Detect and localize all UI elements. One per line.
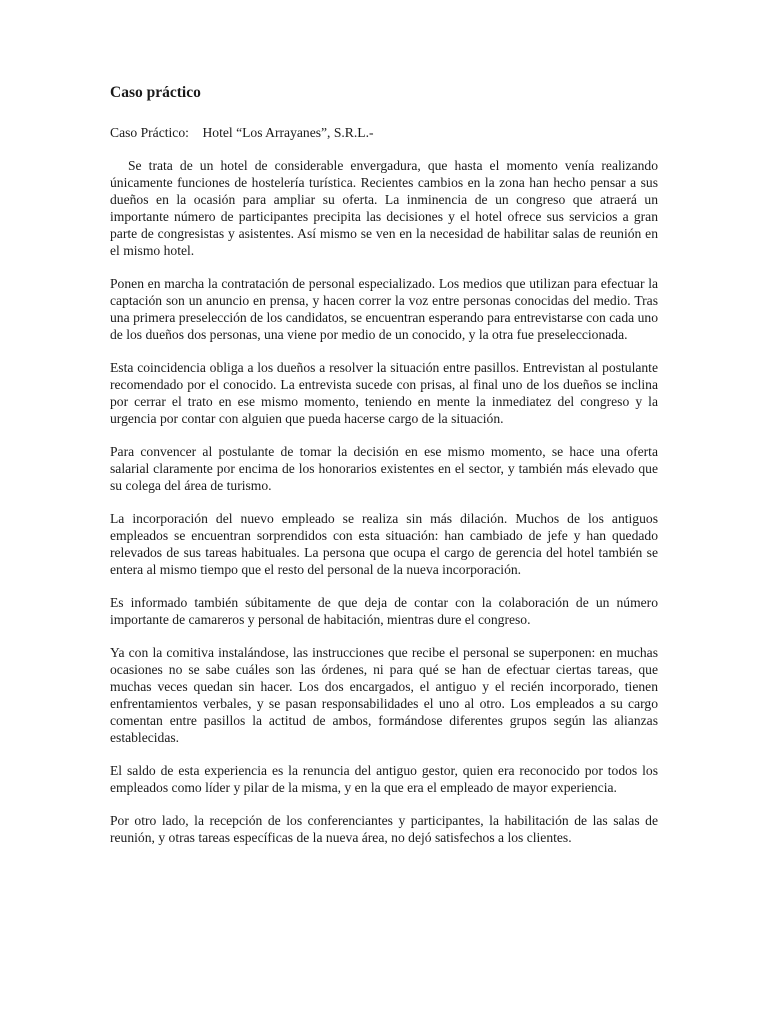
case-subtitle: Caso Práctico: Hotel “Los Arrayanes”, S.R.L.- bbox=[110, 125, 374, 140]
document-title: Caso práctico bbox=[110, 84, 201, 101]
paragraph-6: Es informado también súbitamente de que deja de contar con la colaboración de un número importante de camareros y personal de habitación, mientras dure el congreso. bbox=[110, 595, 658, 627]
paragraph-7: Ya con la comitiva instalándose, las instrucciones que recibe el personal se superponen: en muchas ocasiones no se sabe cuáles son las órdenes, ni para qué se han de efectuar ciertas tareas, que muchas veces quedan sin hacer. Los dos encargados, el antiguo y el recién incorporado, tienen enfrentamientos verbales, y se pasan responsabilidades el uno al otro. Los empleados a su cargo comentan entre pasillos la actitud de ambos, formándose diferentes grupos según las alianzas establecidas. bbox=[110, 645, 658, 745]
paragraph-2: Ponen en marcha la contratación de personal especializado. Los medios que utilizan para efectuar la captación son un anuncio en prensa, y hacen correr la voz entre personas conocidas del medio. Tras una primera preselección de los candidatos, se encuentran esperando para entrevistarse con cada uno de los dueños dos personas, una viene por medio de un conocido, y la otra fue preseleccionada. bbox=[110, 276, 658, 342]
paragraph-3: Esta coincidencia obliga a los dueños a resolver la situación entre pasillos. Entrevistan al postulante recomendado por el conocido. La entrevista sucede con prisas, al final uno de los dueños se inclina por cerrar el trato en ese mismo momento, teniendo en mente la inmediatez del congreso y la urgencia por contar con alguien que pueda hacerse cargo de la situación. bbox=[110, 360, 658, 426]
paragraph-8: El saldo de esta experiencia es la renuncia del antiguo gestor, quien era reconocido por todos los empleados como líder y pilar de la misma, y en la que era el empleado de mayor experiencia. bbox=[110, 763, 658, 795]
paragraph-4: Para convencer al postulante de tomar la decisión en ese mismo momento, se hace una oferta salarial claramente por encima de los honorarios existentes en el sector, y también más elevado que su colega del área de turismo. bbox=[110, 444, 658, 493]
paragraph-5: La incorporación del nuevo empleado se realiza sin más dilación. Muchos de los antiguos empleados se encuentran sorprendidos con esta situación: han cambiado de jefe y han quedado relevados de sus tareas habituales. La persona que ocupa el cargo de gerencia del hotel también se entera al mismo tiempo que el resto del personal de la nueva incorporación. bbox=[110, 511, 658, 577]
document-page bbox=[110, 84, 658, 862]
paragraph-9: Por otro lado, la recepción de los conferenciantes y participantes, la habilitación de las salas de reunión, y otras tareas específicas de la nueva área, no dejó satisfechos a los clientes. bbox=[110, 813, 658, 845]
paragraph-1: Se trata de un hotel de considerable envergadura, que hasta el momento venía realizando únicamente funciones de hostelería turística. Recientes cambios en la zona han hecho pensar a sus dueños en la ocasión para ampliar su oferta. La inminencia de un congreso que atraerá un importante número de participantes precipita las decisiones y el hotel ofrece sus servicios a gran parte de congresistas y asistentes. Así mismo se ven en la necesidad de habilitar salas de reunión en el mismo hotel. bbox=[110, 158, 658, 258]
